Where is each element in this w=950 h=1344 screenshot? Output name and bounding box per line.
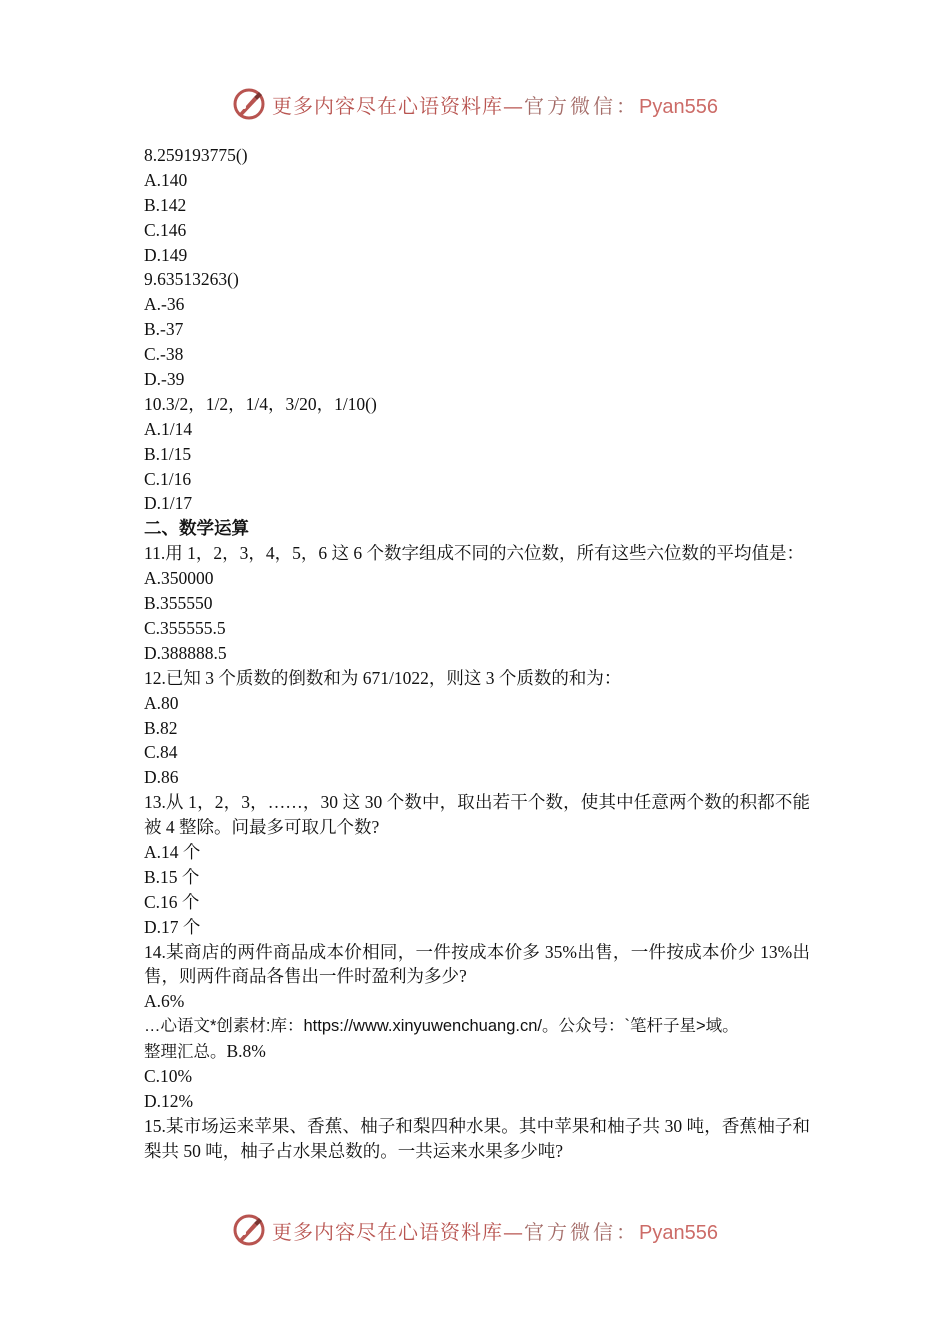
question-9-option-a: A.-36	[144, 294, 185, 315]
header-banner-content	[232, 87, 718, 121]
section-heading-math: 二、数学运算	[144, 518, 249, 539]
document-body	[144, 143, 810, 1164]
watermark-tail: 整理汇总。	[144, 1043, 227, 1062]
question-11-option-b: B.355550	[144, 593, 213, 614]
question-9-option-c: C.-38	[144, 344, 184, 365]
question-12-option-b: B.82	[144, 717, 178, 738]
question-8-option-b: B.142	[144, 194, 187, 215]
banner-wechat: 官方微信：	[524, 93, 640, 118]
question-9-option-d: D.-39	[144, 369, 185, 390]
question-10-stem: 10.3/2，1/2，1/4，3/20，1/10()	[144, 393, 377, 414]
footer-banner-content	[232, 1213, 718, 1247]
banner-dash: —	[503, 93, 525, 118]
header-banner-text	[272, 90, 718, 119]
question-12-stem: 12.已知 3 个质数的倒数和为 671/1022，则这 3 个质数的和为：	[144, 667, 622, 688]
footer-banner-text	[272, 1216, 718, 1245]
question-9-option-b: B.-37	[144, 319, 184, 340]
watermark-line: …心语文*创素材:库：https://www.xinyuwenchuang.cn/。公众号：`笔杆子星>域。	[144, 1017, 739, 1036]
question-13-option-c: C.16 个	[144, 891, 200, 912]
question-12-option-c: C.84	[144, 742, 178, 763]
banner-main: 更多内容尽在心语资料库	[272, 1219, 504, 1244]
question-8-option-d: D.149	[144, 244, 188, 265]
question-12-option-a: A.80	[144, 692, 179, 713]
question-8-stem: 8.259193775()	[144, 145, 248, 165]
banner-account: Pyan556	[639, 95, 718, 118]
question-8-option-a: A.140	[144, 169, 188, 190]
question-14-stem: 14.某商店的两件商品成本价相同，一件按成本价多 35%出售，一件按成本价少 13%出售，则两件商品各售出一件时盈利为多少?	[144, 941, 810, 987]
question-13-option-a: A.14 个	[144, 841, 201, 862]
question-8-option-c: C.146	[144, 219, 187, 240]
question-11-option-d: D.388888.5	[144, 642, 227, 663]
question-10-option-b: B.1/15	[144, 443, 192, 464]
question-11-stem: 11.用 1，2，3，4，5，6 这 6 个数字组成不同的六位数，所有这些六位数的平均值是：	[144, 543, 804, 564]
question-10-option-c: C.1/16	[144, 468, 192, 489]
question-9-stem: 9.63513263()	[144, 269, 239, 290]
banner-wechat: 官方微信：	[524, 1219, 640, 1244]
pen-circle-logo-icon	[232, 1213, 266, 1247]
banner-main: 更多内容尽在心语资料库	[272, 93, 504, 118]
question-13-option-b: B.15 个	[144, 866, 200, 887]
question-15-stem: 15.某市场运来苹果、香蕉、柚子和梨四种水果。其中苹果和柚子共 30 吨，香蕉柚子和梨共 50 吨，柚子占水果总数的。一共运来水果多少吨?	[144, 1115, 810, 1161]
banner-account: Pyan556	[639, 1221, 718, 1244]
question-10-option-d: D.1/17	[144, 493, 193, 514]
question-13-option-d: D.17 个	[144, 916, 201, 937]
question-11-option-a: A.350000	[144, 568, 214, 589]
header-banner	[0, 84, 950, 124]
question-10-option-a: A.1/14	[144, 418, 193, 439]
question-13-stem: 13.从 1，2，3，……，30 这 30 个数中，取出若干个数，使其中任意两个数的积都不能被 4 整除。问最多可取几个数?	[144, 792, 810, 838]
question-12-option-d: D.86	[144, 767, 179, 788]
question-14-option-b: B.8%	[226, 1041, 266, 1062]
question-14-option-d: D.12%	[144, 1090, 194, 1111]
banner-dash: —	[503, 1219, 525, 1244]
pen-circle-logo-icon	[232, 87, 266, 121]
footer-banner	[0, 1210, 950, 1250]
question-14-option-c: C.10%	[144, 1066, 193, 1087]
question-14-option-a: A.6%	[144, 991, 185, 1012]
question-11-option-c: C.355555.5	[144, 617, 226, 638]
question-14-option-b-line	[144, 1039, 810, 1064]
